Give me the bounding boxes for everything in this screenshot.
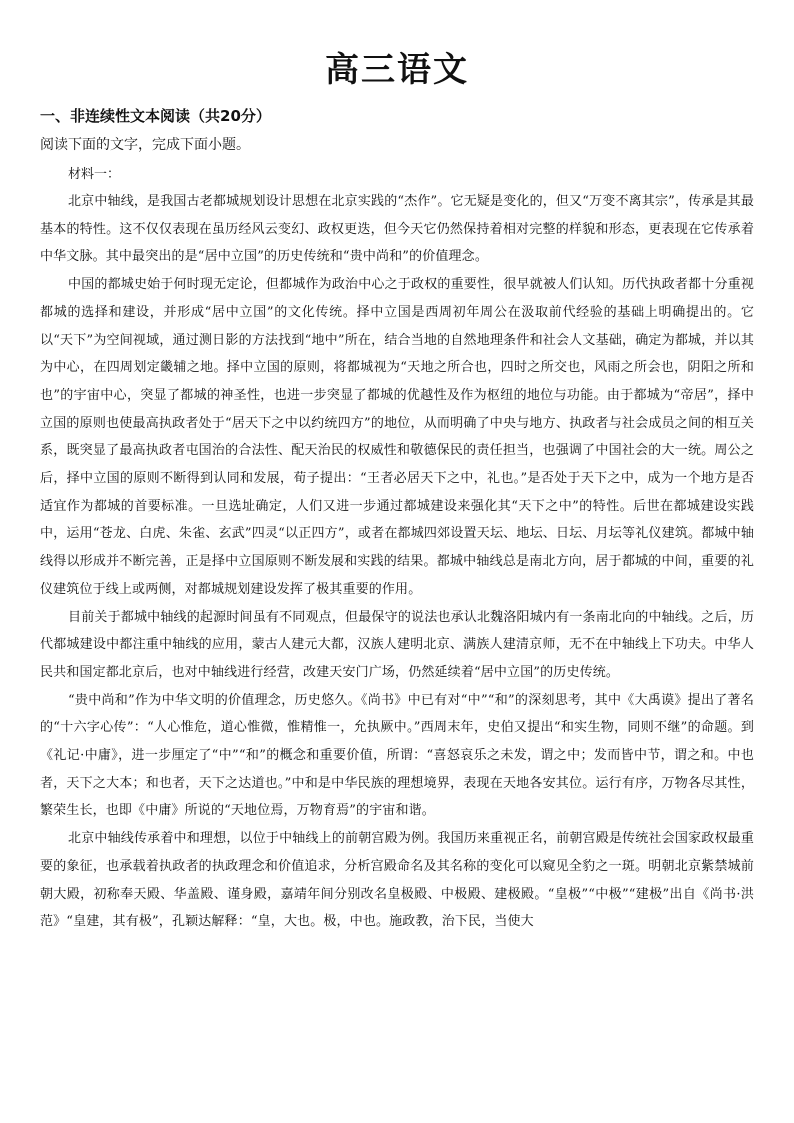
reading-instruction: 阅读下面的文字，完成下面小题。 (40, 137, 250, 153)
paragraph-1: 北京中轴线，是我国古老都城规划设计思想在北京实践的“杰作”。它无疑是变化的，但又“万变不离其宗”，传承是其最基本的特性。这不仅仅表现在虽历经风云变幻、政权更迭，但今天它仍然保持着相对完整的样貌和形态，更表现在它传承着中华文脉。其中最突出的是“居中立国”的历史传统和“贵中尚和”的价值理念。 (40, 194, 754, 265)
paragraph-5: 北京中轴线传承着中和理想，以位于中轴线上的前朝宫殿为例。我国历来重视正名，前朝宫殿是传统社会国家政权最重要的象征，也承载着执政者的执政理念和价值追求，分析宫殿命名及其名称的变化可以窥见全豹之一斑。明朝北京紫禁城前朝大殿，初称奉天殿、华盖殿、谨身殿，嘉靖年间分别改名皇极殿、中极殿、建极殿。“皇极”“中极”“建极”出自《尚书·洪范》“皇建，其有极”，孔颖达解释：“皇，大也。极，中也。施政教，治下民，当使大 (40, 831, 754, 930)
material-body (40, 188, 754, 936)
section-heading: 一、非连续性文本阅读（共20分） (40, 107, 271, 125)
paragraph-2: 中国的都城史始于何时现无定论，但都城作为政治中心之于政权的重要性，很早就被人们认知。历代执政者都十分重视都城的选择和建设，并形成“居中立国”的文化传统。择中立国是西周初年周公在汲取前代经验的基础上明确提出的。它以“天下”为空间视域，通过测日影的方法找到“地中”所在，结合当地的自然地理条件和社会人文基础，确定为都城，并以其为中心，在四周划定畿辅之地。择中立国的原则，将都城视为“天地之所合也，四时之所交也，风雨之所会也，阴阳之所和也”的宇宙中心，突显了都城的神圣性，也进一步突显了都城的优越性及作为枢纽的地位与功能。由于都城为“帝居”，择中立国的原则也使最高执政者处于“居天下之中以约统四方”的地位，从而明确了中央与地方、执政者与社会成员之间的相互关系，既突显了最高执政者屯国治的合法性、配天治民的权威性和敬德保民的责任担当，也强调了中国社会的大一统。周公之后，择中立国的原则不断得到认同和发展，荀子提出：“王者必居天下之中，礼也。”是否处于天下之中，成为一个地方是否适宜作为都城的首要标准。一旦选址确定，人们又进一步通过都城建设来强化其“天下之中”的特性。后世在都城建设实践中，运用“苍龙、白虎、朱雀、玄武”四灵“以正四方”，或者在都城四郊设置天坛、地坛、日坛、月坛等礼仪建筑。都城中轴线得以形成并不断完善，正是择中立国原则不断发展和实践的结果。都城中轴线总是南北方向，居于都城的中间，重要的礼仪建筑位于线上或两侧，对都城规划建设发挥了极其重要的作用。 (40, 277, 754, 597)
document-title: 高三语文 (325, 50, 469, 90)
material-label: 材料一： (68, 167, 121, 182)
paragraph-3: 目前关于都城中轴线的起源时间虽有不同观点，但最保守的说法也承认北魏洛阳城内有一条南北向的中轴线。之后，历代都城建设中都注重中轴线的应用，蒙古人建元大都，汉族人建明北京、满族人建清京师，无不在中轴线上下功夫。中华人民共和国定都北京后，也对中轴线进行经营，改建天安门广场，仍然延续着“居中立国”的历史传统。 (40, 609, 754, 680)
paragraph-4: “贵中尚和”作为中华文明的价值理念，历史悠久。《尚书》中已有对“中”“和”的深刻思考，其中《大禹谟》提出了著名的“十六字心传”：“人心惟危，道心惟微，惟精惟一，允执厥中。”西周末年，史伯又提出“和实生物，同则不继”的命题。到《礼记·中庸》，进一步厘定了“中”“和”的概念和重要价值，所谓：“喜怒哀乐之未发，谓之中；发而皆中节，谓之和。中也者，天下之大本；和也者，天下之达道也。”中和是中华民族的理想境界，表现在天地各安其位。运行有序，万物各尽其性，繁荣生长，也即《中庸》所说的“天地位焉，万物育焉”的宇宙和谐。 (40, 692, 754, 819)
